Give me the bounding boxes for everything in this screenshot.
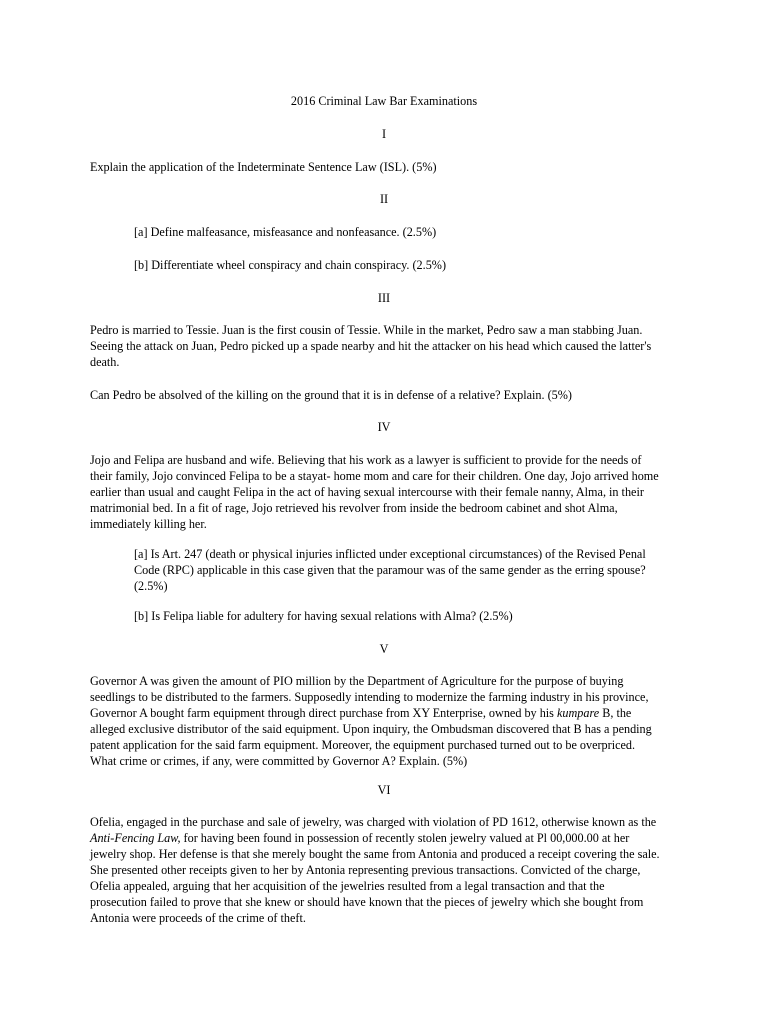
question-iv-facts <box>90 452 690 532</box>
question-ii-item-b: [b] Differentiate wheel conspiracy and chain conspiracy. (2.5%) <box>134 258 447 272</box>
question-v-line3-end: B, the <box>599 706 632 720</box>
question-iv-item-a-line: Code (RPC) applicable in this case given that the paramour was of the same gender as the erring spouse? <box>134 563 646 577</box>
question-vi-line2-end: for having been found in possession of recently stolen jewelry valued at Pl 00,000.00 at her <box>180 831 630 845</box>
question-iv-item-b: [b] Is Felipa liable for adultery for having sexual relations with Alma? (2.5%) <box>134 609 513 623</box>
kumpare-term: kumpare <box>556 706 600 720</box>
question-iv-item-a-line: [a] Is Art. 247 (death or physical injuries inflicted under exceptional circumstances) of the Revised Penal <box>134 547 646 561</box>
question-vi-line <box>90 830 690 846</box>
section-numeral-ii: II <box>379 192 389 206</box>
section-numeral-vi: VI <box>377 783 391 797</box>
question-vi-line: She presented other receipts given to her by Antonia representing previous transactions. Convicted of the charge, <box>90 863 641 877</box>
question-iv-item-a <box>134 546 646 594</box>
question-iii-facts-line: Pedro is married to Tessie. Juan is the first cousin of Tessie. While in the market, Pedro saw a man stabbing Juan. <box>90 323 643 337</box>
section-numeral-iv: IV <box>377 420 391 434</box>
question-iii-facts-line: death. <box>90 355 120 369</box>
question-vi-line: Ofelia appealed, arguing that her acquisition of the jewelries resulted from a legal transaction and that the <box>90 879 605 893</box>
question-iv-facts-line: immediately killing her. <box>90 517 207 531</box>
question-v-line: patent application for the said farm equipment. Moreover, the equipment purchased turned out to be overpriced. <box>90 738 636 752</box>
section-numeral-v: V <box>379 642 389 656</box>
question-iv-facts-line: matrimonial bed. In a fit of rage, Jojo retrieved his revolver from inside the bedroom cabinet and shot Alma, <box>90 501 618 515</box>
question-iii-question: Can Pedro be absolved of the killing on the ground that it is in defense of a relative? Explain. (5%) <box>90 388 572 402</box>
question-vi-line: Antonia were proceeds of the crime of theft. <box>90 911 306 925</box>
question-iv-facts-line: their family, Jojo convinced Felipa to be a stayat- home mom and care for their children. One day, Jojo arrived home <box>90 469 659 483</box>
question-vi-text <box>90 814 690 926</box>
question-iv-facts-line: Jojo and Felipa are husband and wife. Believing that his work as a lawyer is sufficient to provide for the needs of <box>90 453 642 467</box>
question-iv-facts-line: earlier than usual and caught Felipa in the act of having sexual intercourse with their female nanny, Alma, in their <box>90 485 644 499</box>
document-title: 2016 Criminal Law Bar Examinations <box>290 94 478 108</box>
question-iv-item-a-line: (2.5%) <box>134 579 168 593</box>
question-iii-facts-line: Seeing the attack on Juan, Pedro picked up a spade nearby and hit the attacker on his head which caused the latter's <box>90 339 652 353</box>
question-ii-item-a: [a] Define malfeasance, misfeasance and nonfeasance. (2.5%) <box>134 225 437 239</box>
question-v-line: alleged exclusive distributor of the said equipment. Upon inquiry, the Ombudsman discovered that B has a pending <box>90 722 652 736</box>
question-v-text <box>90 673 690 769</box>
section-numeral-i: I <box>381 127 387 141</box>
question-v-line3-start: Governor A bought farm equipment through direct purchase from XY Enterprise, owned by his <box>90 706 557 720</box>
question-iii-facts <box>90 322 690 370</box>
question-vi-line: jewelry shop. Her defense is that she merely bought the same from Antonia and produced a receipt covering the sale. <box>90 847 660 861</box>
section-numeral-iii: III <box>377 291 391 305</box>
question-vi-line: prosecution failed to prove that she knew or should have known that the pieces of jewelry which she bought from <box>90 895 644 909</box>
question-v-line: Governor A was given the amount of PIO million by the Department of Agriculture for the purpose of buying <box>90 674 624 688</box>
anti-fencing-law-term: Anti-Fencing Law, <box>90 831 181 845</box>
question-v-line <box>90 705 690 721</box>
question-vi-line: Ofelia, engaged in the purchase and sale of jewelry, was charged with violation of PD 1612, otherwise known as the <box>90 815 657 829</box>
question-v-line: What crime or crimes, if any, were committed by Governor A? Explain. (5%) <box>90 754 468 768</box>
question-i-text: Explain the application of the Indeterminate Sentence Law (ISL). (5%) <box>90 160 437 174</box>
question-v-line: seedlings to be distributed to the farmers. Supposedly intending to modernize the farming industry in his province, <box>90 690 649 704</box>
